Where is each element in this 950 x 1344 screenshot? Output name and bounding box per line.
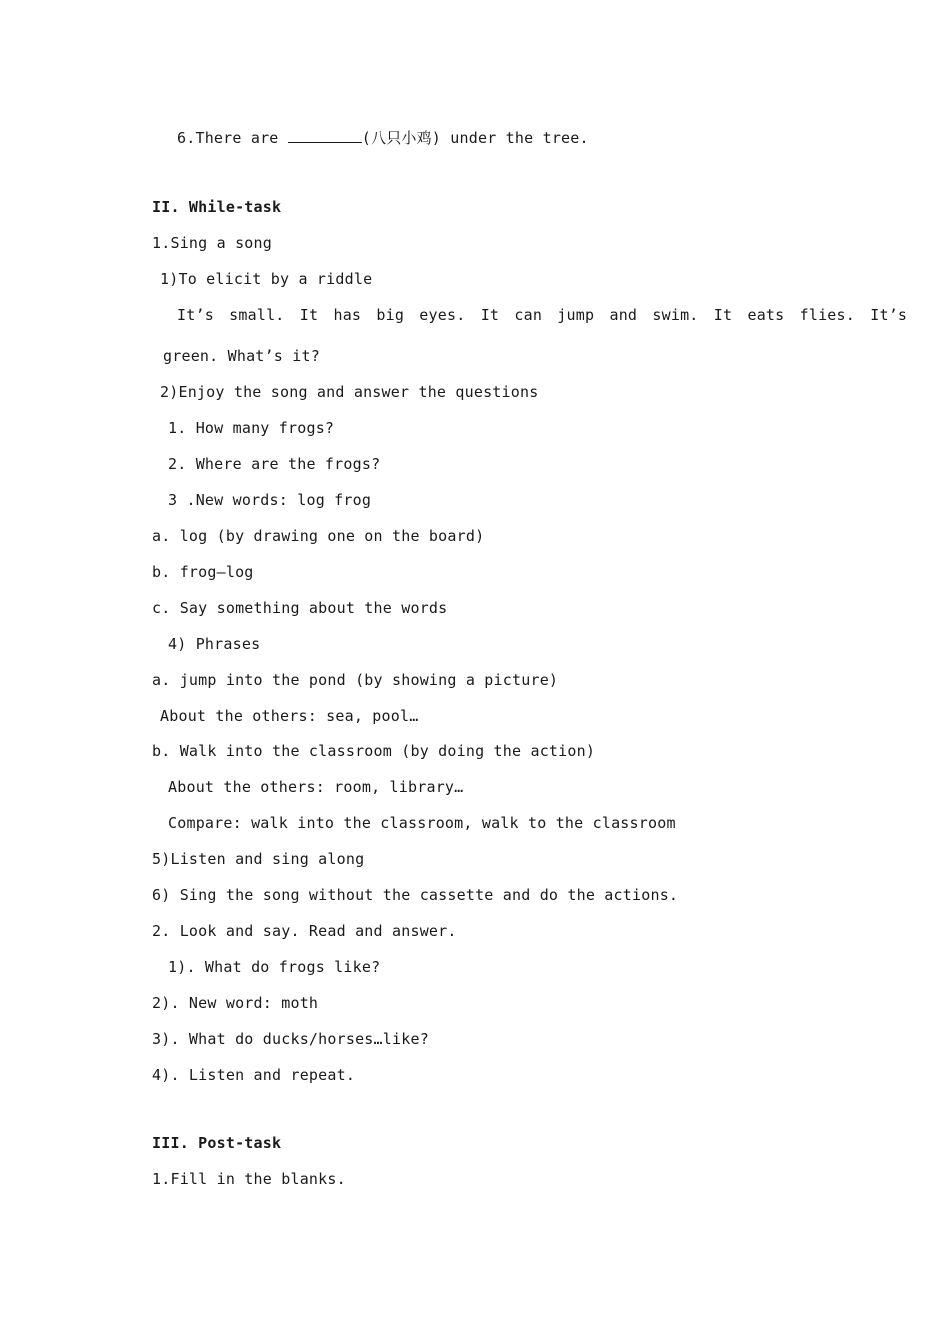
look-and-say: 2. Look and say. Read and answer. [152, 922, 457, 940]
sing-without-cassette: 6) Sing the song without the cassette and do the actions. [152, 886, 679, 904]
riddle-line-1: It’s small. It has big eyes. It can jump and swim. It eats flies. It’s [177, 306, 908, 324]
item-a-log: a. log (by drawing one on the board) [152, 527, 485, 545]
listen-sing-along: 5)Listen and sing along [152, 850, 365, 868]
what-ducks-like: 3). What do ducks/horses…like? [152, 1030, 429, 1048]
while-task-heading: II. While-task [152, 198, 282, 216]
item-b-walk: b. Walk into the classroom (by doing the action) [152, 742, 596, 760]
riddle-intro: 1)To elicit by a riddle [160, 270, 373, 288]
enjoy-song: 2)Enjoy the song and answer the questions [160, 383, 539, 401]
question-1: 1. How many frogs? [168, 419, 335, 437]
question-2: 2. Where are the frogs? [168, 455, 381, 473]
item-a-jump: a. jump into the pond (by showing a picture) [152, 671, 559, 689]
phrases: 4) Phrases [168, 635, 261, 653]
sing-a-song: 1.Sing a song [152, 234, 272, 252]
item-c-say: c. Say something about the words [152, 599, 448, 617]
item-b-frog-log: b. frog—log [152, 563, 254, 581]
fill-in-blanks: 1.Fill in the blanks. [152, 1170, 346, 1188]
about-others-room: About the others: room, library… [168, 778, 464, 796]
about-others-pond: About the others: sea, pool… [160, 707, 419, 725]
item6-hint: (八只小鸡) [361, 129, 442, 147]
listen-repeat: 4). Listen and repeat. [152, 1066, 356, 1084]
riddle-line-2: green. What’s it? [163, 347, 320, 365]
new-word-moth: 2). New word: moth [152, 994, 319, 1012]
post-task-heading: III. Post-task [152, 1134, 282, 1152]
pre-task-item-6 [177, 129, 589, 147]
answer-blank [288, 130, 362, 143]
item6-prefix: 6.There are [177, 129, 288, 147]
what-frogs-like: 1). What do frogs like? [168, 958, 381, 976]
new-words: 3 .New words: log frog [168, 491, 372, 509]
compare: Compare: walk into the classroom, walk to the classroom [168, 814, 676, 832]
item6-suffix: under the tree. [441, 129, 589, 147]
